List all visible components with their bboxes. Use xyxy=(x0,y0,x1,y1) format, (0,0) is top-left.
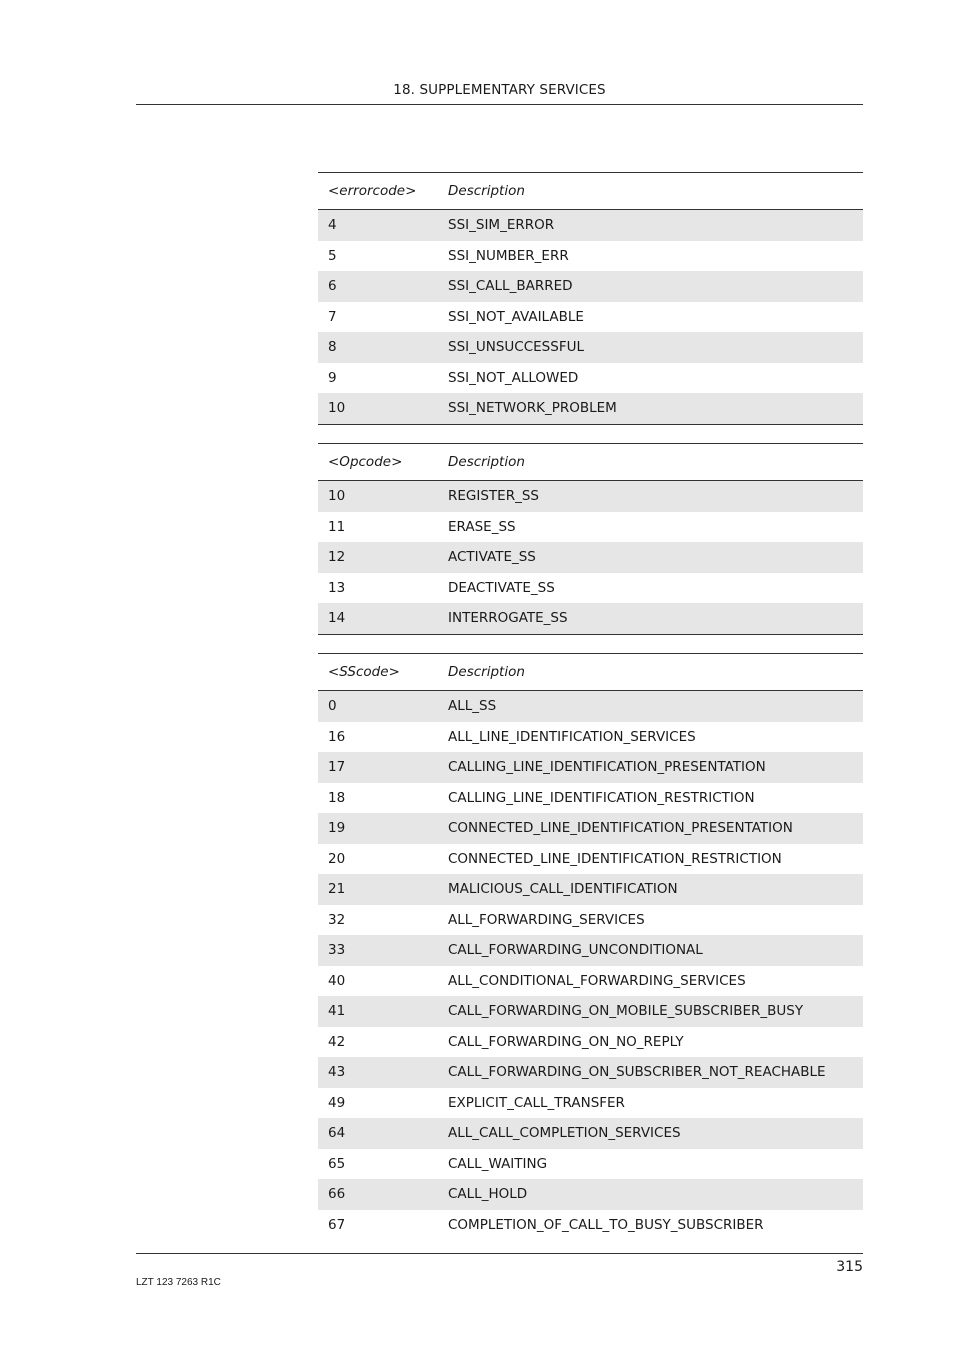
code-cell: 16 xyxy=(328,728,346,745)
table-row xyxy=(318,874,863,905)
description-cell: CALLING_LINE_IDENTIFICATION_PRESENTATION xyxy=(438,752,863,783)
document-id: LZT 123 7263 R1C xyxy=(136,1277,221,1288)
code-cell: 42 xyxy=(328,1033,346,1050)
description-cell: SSI_CALL_BARRED xyxy=(438,271,863,302)
code-cell: 13 xyxy=(328,579,346,596)
description-cell: CALL_WAITING xyxy=(448,1155,548,1172)
description-cell: CALL_FORWARDING_UNCONDITIONAL xyxy=(438,935,863,966)
column-header-description: Description xyxy=(438,173,863,210)
description-cell: CONNECTED_LINE_IDENTIFICATION_RESTRICTION xyxy=(448,850,782,867)
description-cell: SSI_NUMBER_ERR xyxy=(448,247,569,264)
footer-divider xyxy=(136,1253,863,1254)
code-cell: 65 xyxy=(328,1155,346,1172)
description-cell: ALL_FORWARDING_SERVICES xyxy=(448,911,645,928)
code-cell: 14 xyxy=(318,603,438,634)
description-cell: ERASE_SS xyxy=(448,518,516,535)
code-cell: 20 xyxy=(328,850,346,867)
opcode-table xyxy=(318,443,863,635)
description-cell: COMPLETION_OF_CALL_TO_BUSY_SUBSCRIBER xyxy=(448,1216,764,1233)
table-row xyxy=(318,752,863,783)
table-row xyxy=(318,996,863,1027)
column-header-description: Description xyxy=(438,654,863,691)
table-row xyxy=(318,241,863,272)
table-row xyxy=(318,1118,863,1149)
code-cell: 33 xyxy=(318,935,438,966)
description-cell: SSI_SIM_ERROR xyxy=(438,210,863,241)
code-cell: 41 xyxy=(318,996,438,1027)
description-cell: SSI_UNSUCCESSFUL xyxy=(438,332,863,363)
code-cell: 10 xyxy=(318,393,438,424)
table-row xyxy=(318,1179,863,1210)
table-row xyxy=(318,844,863,875)
description-cell: CALL_FORWARDING_ON_MOBILE_SUBSCRIBER_BUSY xyxy=(438,996,863,1027)
description-cell: EXPLICIT_CALL_TRANSFER xyxy=(448,1094,625,1111)
page-number: 315 xyxy=(836,1259,863,1275)
table-row xyxy=(318,603,863,634)
column-header-code: <SScode> xyxy=(318,654,438,691)
description-cell: CALL_FORWARDING_ON_SUBSCRIBER_NOT_REACHABLE xyxy=(438,1057,863,1088)
table-header-row xyxy=(318,173,863,210)
code-cell: 19 xyxy=(318,813,438,844)
table-row xyxy=(318,1027,863,1058)
table-row xyxy=(318,332,863,363)
code-cell: 66 xyxy=(318,1179,438,1210)
code-cell: 5 xyxy=(328,247,337,264)
code-cell: 12 xyxy=(318,542,438,573)
table-row xyxy=(318,302,863,333)
table-row xyxy=(318,966,863,997)
description-cell: CALL_FORWARDING_ON_NO_REPLY xyxy=(448,1033,684,1050)
table-row xyxy=(318,542,863,573)
column-header-description: Description xyxy=(438,444,863,481)
table-row xyxy=(318,1210,863,1241)
code-cell: 32 xyxy=(328,911,346,928)
description-cell: SSI_NOT_ALLOWED xyxy=(448,369,579,386)
code-cell: 17 xyxy=(318,752,438,783)
code-cell: 40 xyxy=(328,972,346,989)
table-header-row xyxy=(318,654,863,691)
table-row xyxy=(318,722,863,753)
table-row xyxy=(318,210,863,241)
table-row xyxy=(318,1088,863,1119)
page-header-title: 18. SUPPLEMENTARY SERVICES xyxy=(393,82,606,98)
column-header-code: <Opcode> xyxy=(318,444,438,481)
table-row xyxy=(318,271,863,302)
table-header-row xyxy=(318,444,863,481)
table-row xyxy=(318,813,863,844)
code-cell: 67 xyxy=(328,1216,346,1233)
code-cell: 8 xyxy=(318,332,438,363)
description-cell: SSI_NOT_AVAILABLE xyxy=(448,308,584,325)
errorcode-table xyxy=(318,172,863,425)
description-cell: CALLING_LINE_IDENTIFICATION_RESTRICTION xyxy=(448,789,755,806)
code-cell: 21 xyxy=(318,874,438,905)
column-header-code: <errorcode> xyxy=(318,173,438,210)
code-cell: 9 xyxy=(328,369,337,386)
code-cell: 18 xyxy=(328,789,346,806)
code-cell: 0 xyxy=(318,691,438,722)
description-cell: ACTIVATE_SS xyxy=(438,542,863,573)
description-cell: REGISTER_SS xyxy=(438,481,863,512)
table-row xyxy=(318,393,863,424)
code-cell: 7 xyxy=(328,308,337,325)
description-cell: CALL_HOLD xyxy=(438,1179,863,1210)
table-row xyxy=(318,783,863,814)
description-cell: ALL_LINE_IDENTIFICATION_SERVICES xyxy=(448,728,696,745)
table-row xyxy=(318,1057,863,1088)
table-row xyxy=(318,935,863,966)
header-divider xyxy=(136,104,863,105)
code-cell: 6 xyxy=(318,271,438,302)
sscode-table xyxy=(318,653,863,1240)
code-cell: 43 xyxy=(318,1057,438,1088)
description-cell: ALL_CONDITIONAL_FORWARDING_SERVICES xyxy=(448,972,746,989)
table-row xyxy=(318,1149,863,1180)
description-cell: SSI_NETWORK_PROBLEM xyxy=(438,393,863,424)
table-row xyxy=(318,691,863,722)
description-cell: ALL_SS xyxy=(438,691,863,722)
description-cell: CONNECTED_LINE_IDENTIFICATION_PRESENTATION xyxy=(438,813,863,844)
table-row xyxy=(318,363,863,394)
description-cell: DEACTIVATE_SS xyxy=(448,579,555,596)
description-cell: ALL_CALL_COMPLETION_SERVICES xyxy=(438,1118,863,1149)
table-row xyxy=(318,573,863,604)
code-cell: 10 xyxy=(318,481,438,512)
description-cell: MALICIOUS_CALL_IDENTIFICATION xyxy=(438,874,863,905)
description-cell: INTERROGATE_SS xyxy=(438,603,863,634)
code-cell: 11 xyxy=(328,518,346,535)
table-row xyxy=(318,905,863,936)
code-cell: 49 xyxy=(328,1094,346,1111)
code-cell: 4 xyxy=(318,210,438,241)
code-cell: 64 xyxy=(318,1118,438,1149)
table-row xyxy=(318,481,863,512)
table-row xyxy=(318,512,863,543)
